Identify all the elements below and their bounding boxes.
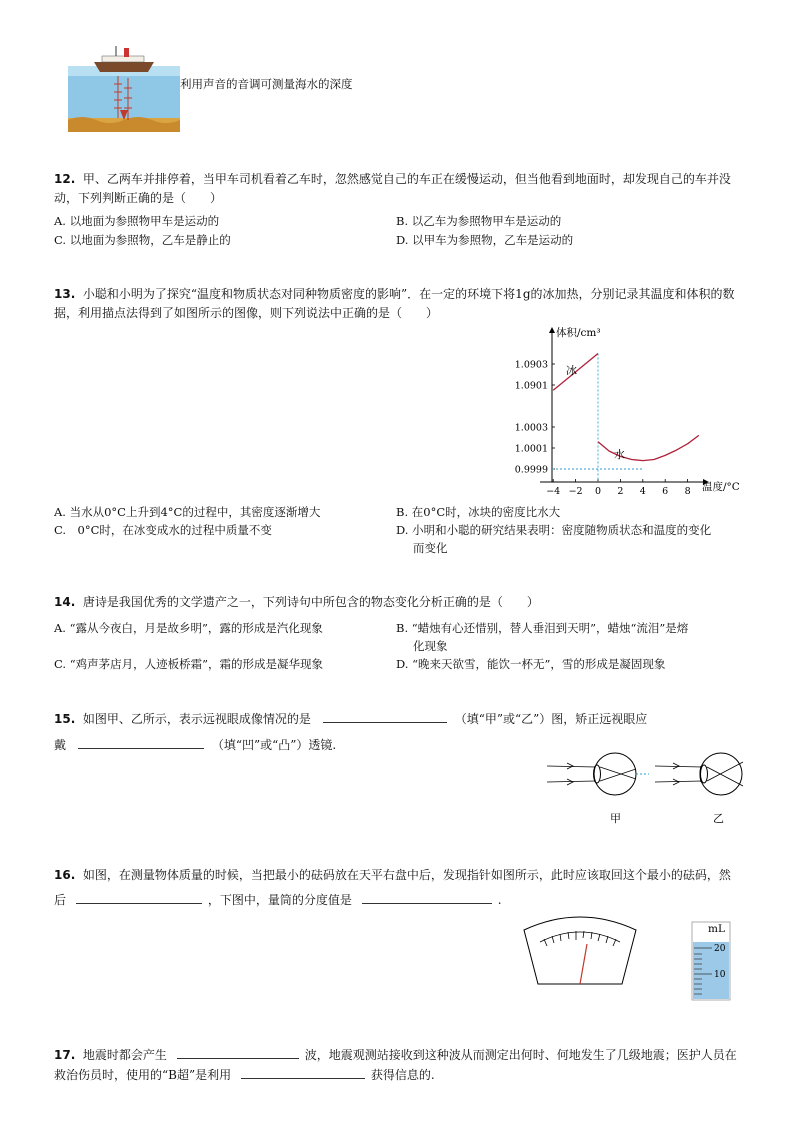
ship-sonar-illustration <box>68 44 180 132</box>
question-number: 13. <box>54 287 76 301</box>
question-stem-cont: 据，利用描点法得到了如图所示的图像，则下列说法中正确的是（ ） <box>54 306 439 320</box>
option-b: B. “蜡烛有心还惜别，替人垂泪到天明”，蜡烛“流泪”是熔 <box>396 621 689 635</box>
question-stem: 唐诗是我国优秀的文学遗产之一，下列诗句中所包含的物态变化分析正确的是（ ） <box>82 595 539 609</box>
question-number: 12. <box>54 172 76 186</box>
question-number: 17. <box>54 1048 76 1062</box>
option-a: A. “露从今夜白，月是故乡明”，露的形成是汽化现象 <box>54 621 323 635</box>
question-number: 16. <box>54 868 76 882</box>
cylinder-unit: mL <box>708 923 725 935</box>
question-number: 15. <box>54 712 76 726</box>
option-b: B. 在0°C时，冰块的密度比水大 <box>396 505 561 519</box>
x-axis-label: 温度/°C <box>702 481 740 493</box>
option-b: B. 以乙车为参照物甲车是运动的 <box>396 214 562 228</box>
y-tick-label: 1.0901 <box>514 380 548 392</box>
cylinder-mark-20: 20 <box>714 944 726 954</box>
question-13 <box>54 285 744 323</box>
x-tick-label: 0 <box>594 486 602 497</box>
question-stem-cont: （填“凹”或“凸”）透镜. <box>211 738 337 752</box>
question-stem: 甲、乙两车并排停着，当甲车司机看着乙车时，忽然感觉自己的车正在缓慢运动，但当他看到地面时，却发现自己的车并没 <box>82 172 731 186</box>
question-stem: 如图，在测量物体质量的时候，当把最小的砝码放在天平右盘中后，发现指针如图所示，此时应该取回这个最小的砝码，然 <box>82 868 731 882</box>
measuring-cylinder <box>690 918 734 1002</box>
x-tick-label: −2 <box>568 486 583 497</box>
eye-label-b: 乙 <box>713 812 724 825</box>
question-stem-cont: . <box>497 893 502 907</box>
y-axis-label: 体积/cm³ <box>556 327 601 339</box>
question-stem-cont: 动，下列判断正确的是（ ） <box>54 191 223 205</box>
question-stem-cont: 获得信息的. <box>370 1068 435 1082</box>
y-tick-label: 1.0003 <box>514 422 548 434</box>
answer-blank-1[interactable] <box>76 891 202 904</box>
question-stem-cont: 波，地震观测站接收到这种波从而测定出何时、何地发生了几级地震；医护人员在 <box>304 1048 737 1062</box>
y-tick-label: 0.9999 <box>514 464 548 476</box>
answer-blank-2[interactable] <box>362 891 492 904</box>
water-label: 水 <box>614 448 625 461</box>
x-tick-label: 4 <box>639 486 646 497</box>
eye-diagram-b <box>655 753 743 795</box>
eye-diagrams <box>545 752 745 830</box>
option-b-cont: 化现象 <box>413 639 448 653</box>
cylinder-mark-10: 10 <box>714 970 726 980</box>
volume-temperature-chart <box>500 322 750 498</box>
option-c: C. 0°C时，在冰变成水的过程中质量不变 <box>54 523 272 537</box>
ice-label: 冰 <box>566 364 577 377</box>
option-d-cont: 而变化 <box>413 541 448 555</box>
question-stem-cont: 救治伤员时，使用的“B超”是利用 <box>54 1068 232 1082</box>
option-a: A. 当水从0°C上升到4°C的过程中，其密度逐渐增大 <box>54 505 321 519</box>
question-stem-cont: 后 <box>54 893 67 907</box>
question-14 <box>54 593 744 612</box>
answer-blank-1[interactable] <box>323 710 447 723</box>
option-c: C. 以地面为参照物，乙车是静止的 <box>54 233 231 247</box>
y-tick-label: 1.0001 <box>514 443 548 455</box>
eye-diagram-a <box>547 753 649 795</box>
x-tick-label: 8 <box>684 486 691 497</box>
option-c: C. “鸡声茅店月，人迹板桥霜”，霜的形成是凝华现象 <box>54 657 323 671</box>
question-stem-cont: 戴 <box>54 738 67 752</box>
x-tick-label: 2 <box>617 486 624 497</box>
option-d: D. 小明和小聪的研究结果表明：密度随物质状态和温度的变化 <box>396 523 712 537</box>
x-tick-label: −4 <box>546 486 561 497</box>
answer-blank-2[interactable] <box>241 1066 365 1079</box>
question-15 <box>54 710 744 755</box>
balance-scale-dial <box>520 908 640 988</box>
option-d: D. “晚来天欲雪，能饮一杯无”，雪的形成是凝固现象 <box>396 657 666 671</box>
question-stem: 小聪和小明为了探究“温度和物质状态对同种物质密度的影响”．在一定的环境下将1g的冰加热，分别记录其温度和体积的数 <box>82 287 735 301</box>
option-d: D. 以甲车为参照物，乙车是运动的 <box>396 233 574 247</box>
x-tick-label: 6 <box>662 486 669 497</box>
question-16 <box>54 866 744 910</box>
eye-label-a: 甲 <box>610 812 621 825</box>
question-stem-cont: （填“甲”或“乙”）图，矫正远视眼应 <box>454 712 648 726</box>
option-a: A. 以地面为参照物甲车是运动的 <box>54 214 220 228</box>
question-stem-cont: ，下图中，量筒的分度值是 <box>207 893 352 907</box>
question-stem: 地震时都会产生 <box>82 1048 167 1062</box>
question-stem: 如图甲、乙所示，表示远视眼成像情况的是 <box>82 712 311 726</box>
intro-caption: 利用声音的音调可测量海水的深度 <box>180 77 353 91</box>
question-17 <box>54 1046 744 1085</box>
question-12 <box>54 170 744 208</box>
answer-blank-1[interactable] <box>177 1046 299 1059</box>
y-tick-label: 1.0903 <box>514 359 548 371</box>
question-number: 14. <box>54 595 76 609</box>
answer-blank-2[interactable] <box>78 736 204 749</box>
